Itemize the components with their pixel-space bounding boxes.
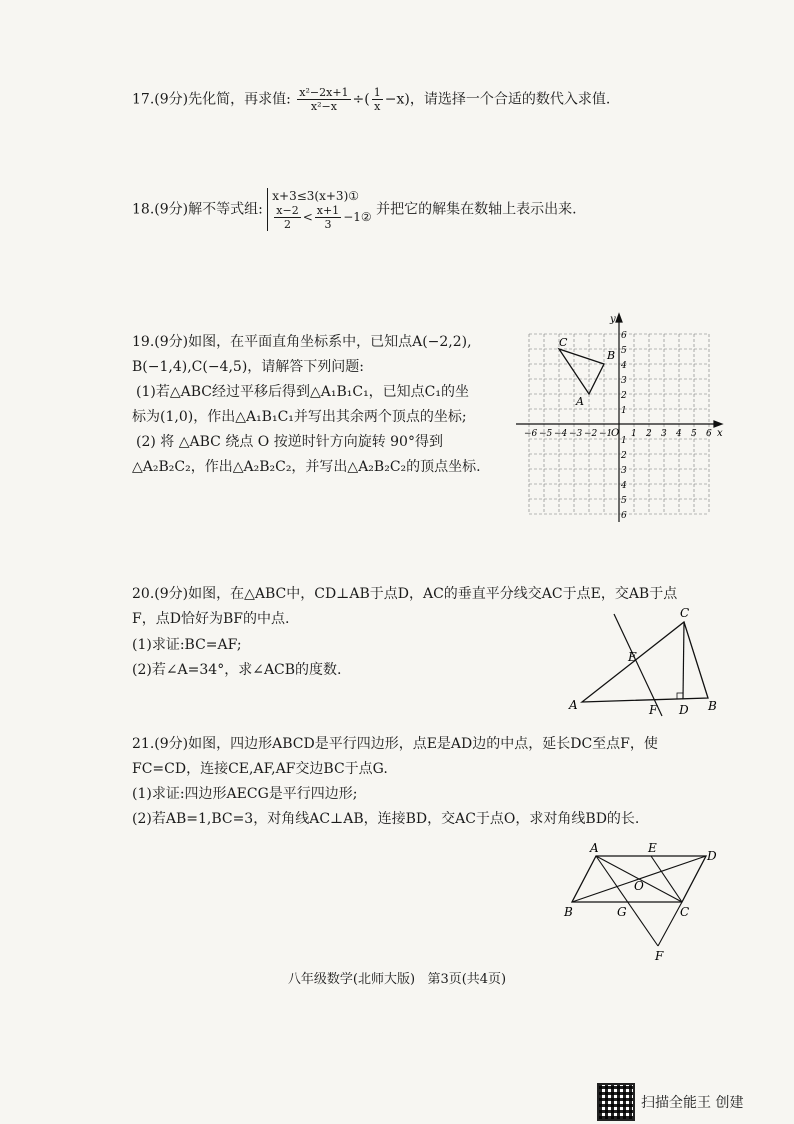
svg-text:2: 2 [621,451,627,461]
svg-text:2: 2 [646,429,652,439]
svg-text:3: 3 [661,429,667,439]
point-b-label: B [607,349,616,362]
svg-text:6: 6 [706,429,712,439]
q21-label-b: B [564,905,573,919]
q20-label-a: A [569,698,578,712]
q20-label-d: D [679,703,689,717]
q20-label-e: E [628,650,637,664]
svg-text:5: 5 [621,346,627,356]
page-footer: 八年级数学(北师大版) 第3页(共4页) [287,972,507,987]
svg-text:−1: −1 [599,429,613,439]
qr-code-icon [597,1083,635,1121]
svg-text:1: 1 [621,406,627,416]
q20-label-f: F [649,703,658,717]
scanner-watermark: 扫描全能王 创建 [597,1083,743,1121]
y-axis-label: y [610,314,616,325]
point-c-label: C [559,336,568,349]
svg-text:4: 4 [676,429,682,439]
svg-text:−3: −3 [569,429,583,439]
q21-label-d: D [707,849,717,863]
axes [516,314,722,522]
origin-label: O [611,428,620,439]
q21-label-e: E [648,841,657,855]
segment-dcf [658,902,682,946]
right-angle-mark [677,693,683,699]
svg-text:1: 1 [621,436,627,446]
svg-text:6: 6 [621,511,627,521]
svg-text:5: 5 [691,429,697,439]
svg-text:5: 5 [621,496,627,506]
altitude-cd [683,622,684,699]
point-a-label: A [576,395,584,408]
svg-text:−2: −2 [584,429,598,439]
q21-label-c: C [680,905,690,919]
svg-text:2: 2 [621,391,627,401]
triangle-abc-q20 [582,622,708,702]
svg-text:−6: −6 [524,429,538,439]
segment-af [596,856,658,946]
coordinate-grid-figure [514,312,726,524]
q20-label-b: B [708,699,717,713]
svg-text:6: 6 [621,331,627,341]
question-17: 17.(9分)先化简，再求值: $\frac{\text{x²−2x+1}}{\text{x²−x}}$ ÷( $\frac{1}{x}$ −x)，请选择一个合适的数代入求值. [132,86,611,113]
q21-label-o: O [634,879,644,893]
svg-text:−5: −5 [539,429,553,439]
q21-label-a: A [590,841,599,855]
svg-text:1: 1 [631,429,637,439]
triangle-abc [559,349,604,394]
inequality-system: x+3≤3(x+3)① $\frac{x-2}{2}$ < $\frac{x+1}{3}$ −1② [267,188,371,231]
svg-text:4: 4 [621,361,627,371]
q21-label-f: F [655,949,664,963]
question-18: 18.(9分)解不等式组: x+3≤3(x+3)① $\frac{x-2}{2}$ < $\frac{x+1}{3}$ −1② 并把它的解集在数轴上表示出来. [132,189,577,231]
q20-label-c: C [680,606,690,620]
q17-fraction-2: $\frac{1}{x}$ [373,86,381,113]
y-tick-labels [620,331,627,521]
segment-ce [651,856,682,902]
triangle-abc-figure [566,606,726,718]
svg-text:4: 4 [621,481,627,491]
q17-fraction-1: $\frac{\text{x²−2x+1}}{\text{x²−x}}$ [299,86,349,113]
parallelogram-abcd-figure [560,840,730,964]
svg-text:3: 3 [621,466,627,476]
q21-label-g: G [617,905,627,919]
svg-text:3: 3 [621,376,627,386]
svg-text:−4: −4 [554,429,568,439]
x-axis-label: x [717,428,723,439]
